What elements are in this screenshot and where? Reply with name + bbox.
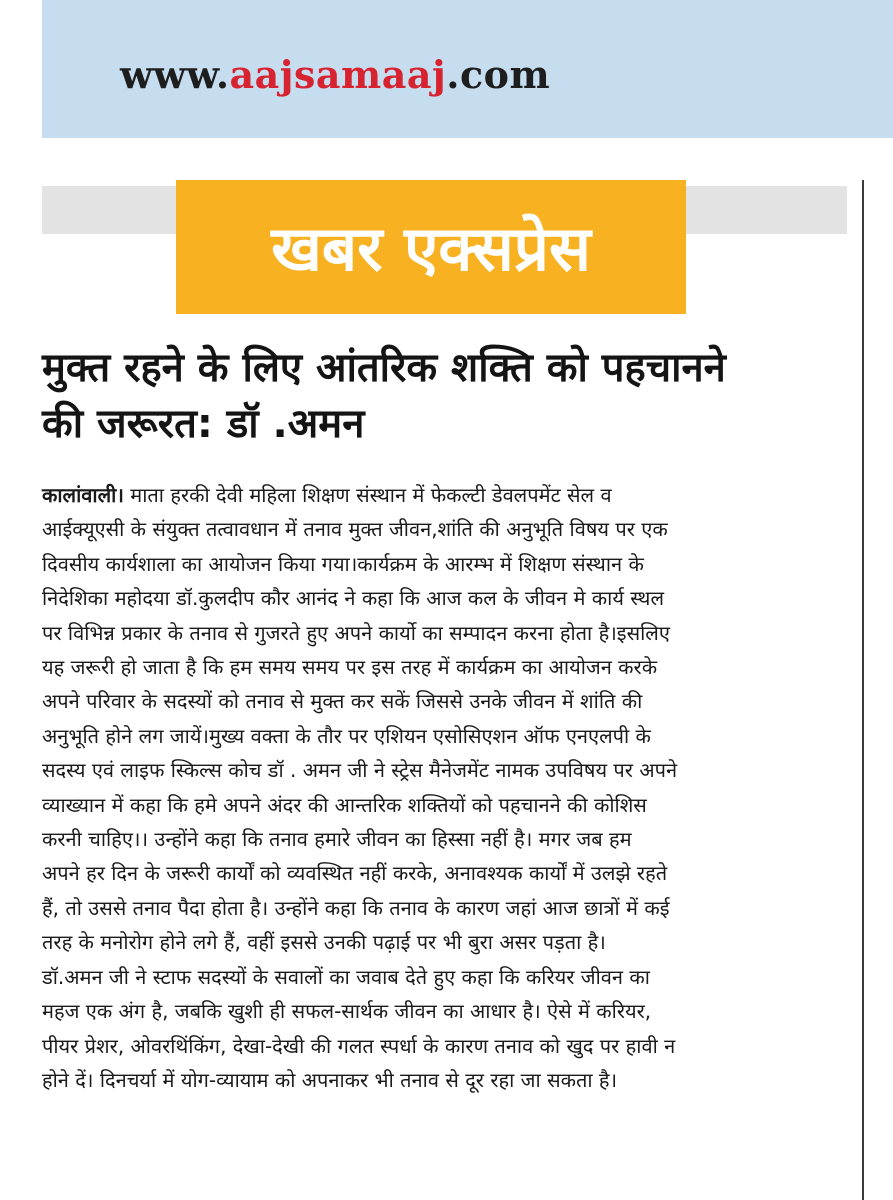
article-body-line: निदेशिका महोदया डॉ.कुलदीप कौर आनंद ने कहा कि आज कल के जीवन मे कार्य स्थल	[42, 586, 665, 611]
article-body	[42, 478, 852, 1097]
article-body-line: हैं, तो उससे तनाव पैदा होता है। उन्होंने कहा कि तनाव के कारण जहां आज छात्रों में कई	[42, 895, 670, 920]
article-body-line: यह जरूरी हो जाता है कि हम समय समय पर इस तरह में कार्यक्रम का आयोजन करके	[42, 655, 658, 680]
article-body-line: अपने हर दिन के जरूरी कार्यों को व्यवस्थित नहीं करके, अनावश्यक कार्यों में उलझे रहते	[42, 861, 668, 886]
article-body-line: होने दें। दिनचर्या में योग-व्यायाम को अपनाकर भी तनाव से दूर रहा जा सकता है।	[42, 1067, 618, 1092]
section-header	[176, 180, 686, 314]
column-divider	[862, 180, 864, 1200]
article-body-line	[42, 478, 852, 512]
url-brand: aajsamaaj	[229, 52, 447, 97]
article-dateline: कालांवाली।	[42, 483, 124, 507]
article-body-line: पीयर प्रेशर, ओवरथिंकिंग, देखा-देखी की गलत स्पर्धा के कारण तनाव को खुद पर हावी न	[42, 1033, 676, 1058]
article-body-line: व्याख्यान में कहा कि हमे अपने अंदर की आन्तरिक शक्तियों को पहचानने की कोशिस	[42, 792, 647, 817]
article-title-line: की जरूरत: डॉ .अमन	[42, 401, 365, 447]
article-body-line: आईक्यूएसी के संयुक्त तत्वावधान में तनाव मुक्त जीवन,शांति की अनुभूति विषय पर एक	[42, 517, 668, 542]
article-body-line-text: माता हरकी देवी महिला शिक्षण संस्थान में फेकल्टी डेवलपमेंट सेल व	[123, 483, 612, 507]
section-header-text: खबर एक्सप्रेस	[271, 212, 591, 285]
article-body-line: दिवसीय कार्यशाला का आयोजन किया गया।कार्यक्रम के आरम्भ में शिक्षण संस्थान के	[42, 551, 644, 576]
url-prefix: www.	[120, 52, 230, 97]
article-body-line: डॉ.अमन जी ने स्टाफ सदस्यों के सवालों का जवाब देते हुए कहा कि करियर जीवन का	[42, 964, 650, 989]
site-url	[120, 52, 550, 97]
site-banner	[42, 0, 893, 138]
article-body-line: महज एक अंग है, जबकि खुशी ही सफल-सार्थक जीवन का आधार है। ऐसे में करियर,	[42, 999, 652, 1024]
article-body-line: पर विभिन्न प्रकार के तनाव से गुजरते हुए अपने कार्यो का सम्पादन करना होता है।इसलिए	[42, 620, 670, 645]
article-body-line: करनी चाहिए।। उन्होंने कहा कि तनाव हमारे जीवन का हिस्सा नहीं है। मगर जब हम	[42, 827, 632, 852]
article-body-line: अपने परिवार के सदस्यों को तनाव से मुक्त कर सकें जिससे उनके जीवन में शांति की	[42, 689, 643, 714]
article-body-line: सदस्य एवं लाइफ स्किल्स कोच डॉ . अमन जी ने स्ट्रेस मैनेजमेंट नामक उपविषय पर अपने	[42, 758, 678, 783]
url-suffix: .com	[446, 52, 551, 97]
article-title-line: मुक्त रहने के लिए आंतरिक शक्ति को पहचानने	[42, 345, 726, 391]
article-title	[42, 340, 852, 452]
article-body-line: अनुभूति होने लग जायें।मुख्य वक्ता के तौर पर एशियन एसोसिएशन ऑफ एनएलपी के	[42, 723, 651, 748]
article-body-line: तरह के मनोरोग होने लगे हैं, वहीं इससे उनकी पढ़ाई पर भी बुरा असर पड़ता है।	[42, 930, 606, 955]
